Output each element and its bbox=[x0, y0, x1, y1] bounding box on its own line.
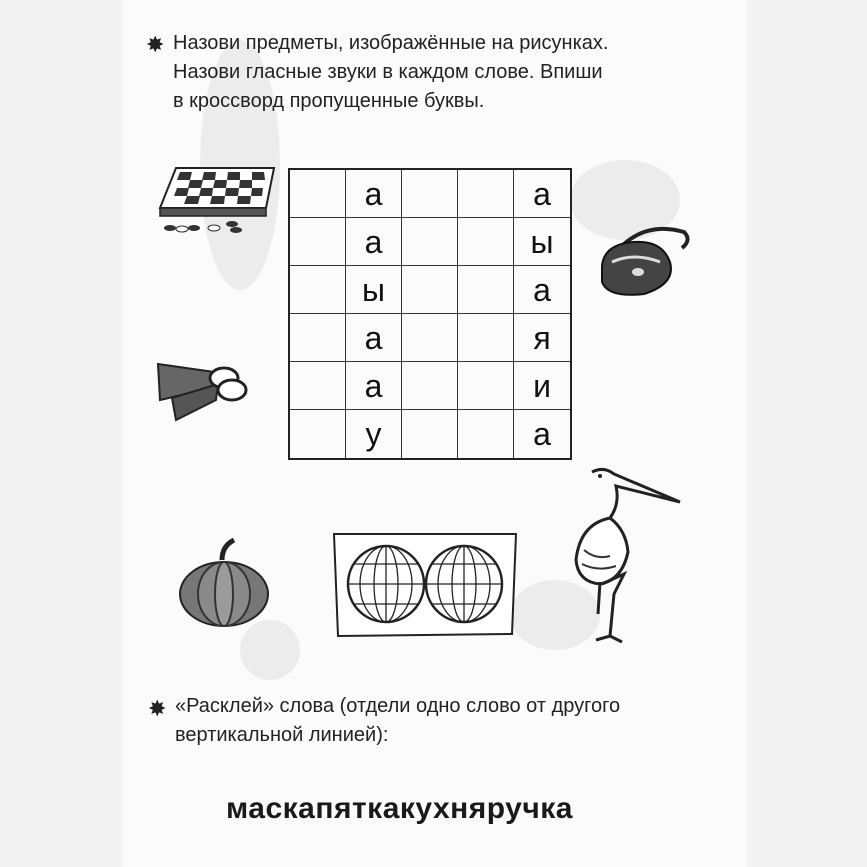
pumpkin-icon bbox=[176, 538, 272, 630]
task2-line1: «Расклей» слова (отдели одно слово от другого bbox=[175, 695, 621, 717]
crossword-cell[interactable]: ы bbox=[346, 266, 402, 314]
crossword-cell[interactable]: а bbox=[346, 218, 402, 266]
heron-icon bbox=[570, 464, 686, 646]
crossword-cell[interactable] bbox=[458, 410, 514, 458]
crossword-cell[interactable] bbox=[402, 362, 458, 410]
crossword-cell[interactable]: а bbox=[514, 170, 570, 218]
crossword-cell[interactable] bbox=[458, 266, 514, 314]
task1-line3: в кроссворд пропущенные буквы. bbox=[173, 90, 485, 112]
crossword-cell[interactable] bbox=[290, 314, 346, 362]
crossword-cell[interactable] bbox=[402, 314, 458, 362]
crossword-cell[interactable]: а bbox=[533, 416, 551, 452]
task2-line2: вертикальной линией): bbox=[175, 724, 389, 746]
flippers-icon bbox=[152, 354, 252, 424]
handbag-icon bbox=[594, 222, 694, 302]
crossword-cell[interactable] bbox=[290, 218, 346, 266]
crossword-cell[interactable]: и bbox=[514, 362, 570, 410]
scrambled-words-text[interactable]: маскапяткакухняручка bbox=[226, 792, 573, 825]
crossword-cell[interactable]: а bbox=[514, 266, 570, 314]
crossword-grid bbox=[288, 168, 572, 460]
crossword-cell[interactable]: а bbox=[346, 362, 402, 410]
crossword-cell[interactable] bbox=[290, 170, 346, 218]
crossword-cell[interactable] bbox=[402, 266, 458, 314]
crossword-cell[interactable] bbox=[458, 218, 514, 266]
crossword-cell[interactable] bbox=[290, 362, 346, 410]
crossword-cell[interactable]: а bbox=[346, 170, 402, 218]
world-map-icon bbox=[330, 530, 520, 640]
task1-bullet: ✸ bbox=[146, 32, 165, 57]
task1-line1: Назови предметы, изображённые на рисунках. bbox=[173, 32, 609, 54]
crossword-cell[interactable]: а bbox=[346, 314, 402, 362]
crossword-cell[interactable] bbox=[458, 170, 514, 218]
crossword-cell[interactable]: я bbox=[514, 314, 570, 362]
crossword-cell[interactable] bbox=[458, 314, 514, 362]
crossword-cell[interactable] bbox=[402, 170, 458, 218]
crossword-cell[interactable]: ы bbox=[514, 218, 570, 266]
crossword-cell[interactable] bbox=[402, 410, 458, 458]
task2-bullet: ✸ bbox=[148, 696, 167, 721]
crossword-cell[interactable] bbox=[290, 266, 346, 314]
crossword-cell[interactable] bbox=[402, 218, 458, 266]
crossword-cell[interactable] bbox=[290, 410, 346, 458]
crossword-cell[interactable] bbox=[458, 362, 514, 410]
crossword-cell[interactable]: у bbox=[346, 410, 402, 458]
checkers-board-icon bbox=[152, 164, 276, 240]
task1-line2: Назови гласные звуки в каждом слове. Впиши bbox=[173, 61, 603, 83]
